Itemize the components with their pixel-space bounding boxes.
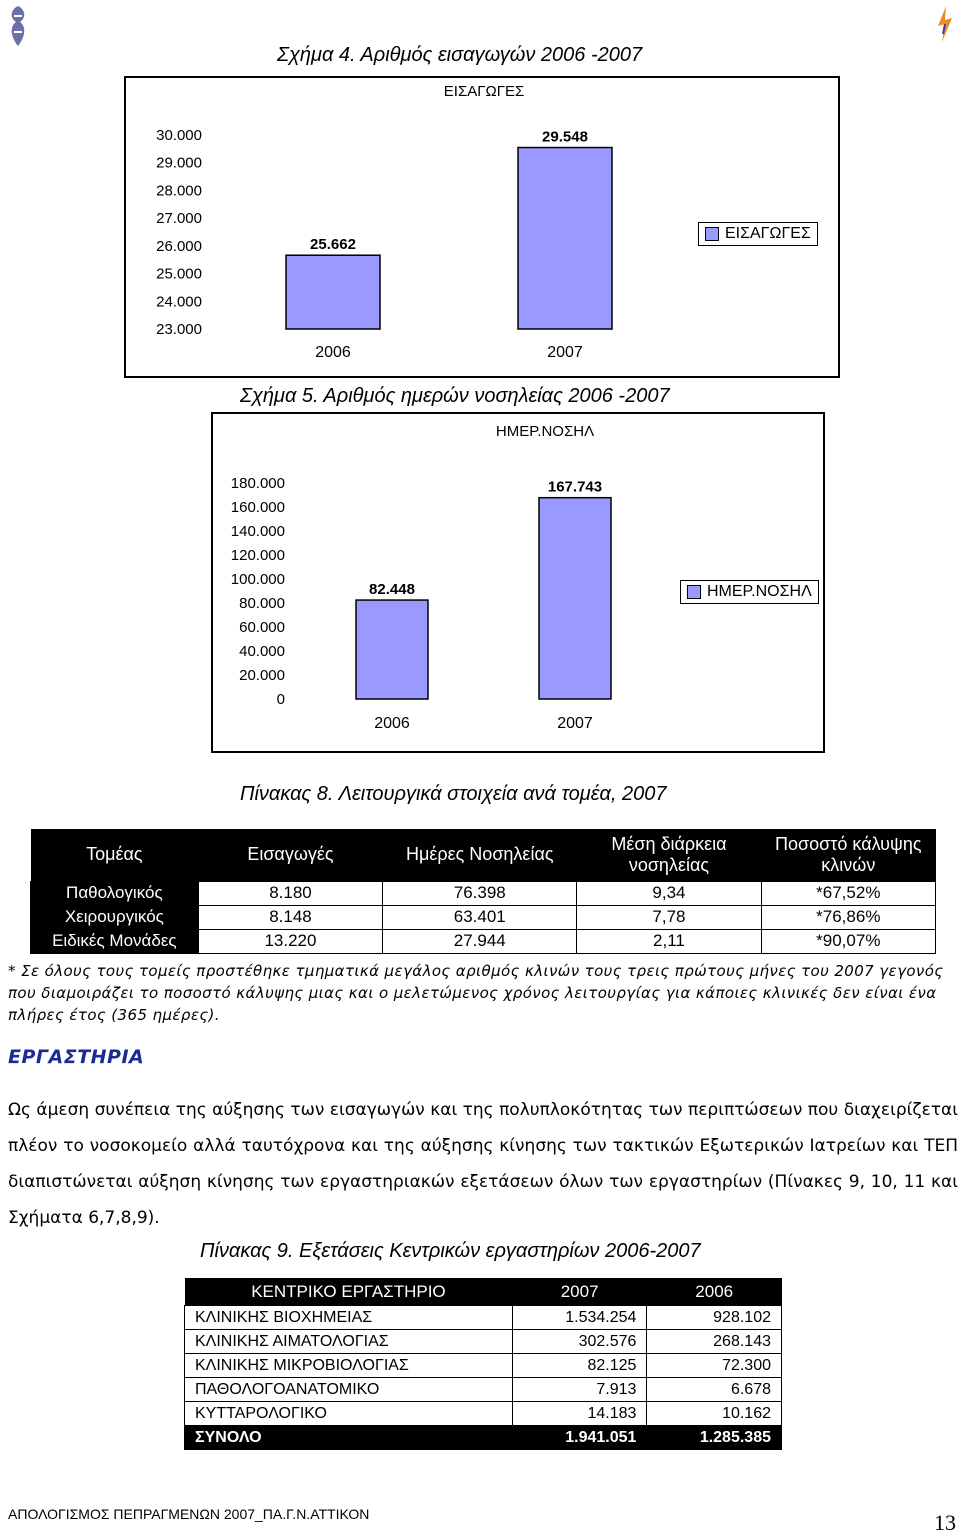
y-tick-label: 60.000 (239, 619, 285, 636)
y-tick-label: 30.000 (156, 127, 202, 144)
x-tick-label: 2007 (547, 344, 583, 361)
chart-title: ΕΙΣΑΓΩΓΕΣ (443, 83, 525, 100)
table-cell: ΚΛΙΝΙΚΗΣ ΒΙΟΧΗΜΕΙΑΣ (185, 1306, 513, 1330)
table-header: 2006 (647, 1278, 782, 1306)
y-tick-label: 80.000 (239, 595, 285, 612)
table-row (185, 1402, 782, 1426)
table-cell: 82.125 (512, 1354, 647, 1378)
legend-label: ΕΙΣΑΓΩΓΕΣ (725, 225, 811, 242)
y-tick-label: 27.000 (156, 210, 202, 228)
table-cell: 1.534.254 (512, 1306, 647, 1330)
table-row (185, 1354, 782, 1378)
table-cell: Ειδικές Μονάδες (31, 929, 199, 953)
y-tick-label: 120.000 (230, 547, 285, 564)
table-header: 2007 (512, 1278, 647, 1306)
y-tick-label: 160.000 (230, 499, 285, 516)
y-tick-label: 25.000 (156, 265, 202, 283)
table-row (31, 905, 936, 929)
figure-5-legend (680, 580, 819, 604)
table-row (185, 1378, 782, 1402)
y-tick-label: 24.000 (156, 293, 202, 311)
table-cell: 1.285.385 (647, 1426, 782, 1450)
table-cell: 13.220 (198, 929, 383, 953)
table-cell: ΠΑΘΟΛΟΓΟΑΝΑΤΟΜΙΚΟ (185, 1378, 513, 1402)
table-total-row (185, 1426, 782, 1450)
y-tick-label: 28.000 (156, 182, 202, 200)
table-cell: ΚΥΤΤΑΡΟΛΟΓΙΚΟ (185, 1402, 513, 1426)
table-header: Εισαγωγές (198, 829, 383, 881)
table-header: Ημέρες Νοσηλείας (383, 829, 577, 881)
table-8-caption: Πίνακας 8. Λειτουργικά στοιχεία ανά τομέα, 2007 (240, 783, 667, 805)
figure-4-caption: Σχήμα 4. Αριθμός εισαγωγών 2006 -2007 (277, 44, 643, 66)
section-paragraph: Ως άμεση συνέπεια της αύξησης των εισαγωγών και της πολυπλοκότητας των περιπτώσεων που διαχειρίζεται πλέον το νοσοκομείο αλλά ταυτόχρονα και της αύξησης κίνησης των τακτικών Εξωτερικών Ιατρείων και ΤΕΠ διαπιστώνεται αύξηση κίνησης των εργαστηριακών εξετάσεων όλων των εργαστηρίων (Πίνακες 9, 10, 11 και Σχήματα 6,7,8,9). (8, 1100, 958, 1228)
table-row (31, 881, 936, 905)
legend-label: ΗΜΕΡ.ΝΟΣΗΛ (707, 583, 812, 600)
table-cell: *90,07% (761, 929, 935, 953)
figure-4-legend (698, 222, 818, 246)
table-cell: Παθολογικός (31, 881, 199, 905)
section-heading: ΕΡΓΑΣΤΗΡΙΑ (8, 1046, 145, 1068)
table-cell: *67,52% (761, 881, 935, 905)
table-cell: 928.102 (647, 1306, 782, 1330)
flame-logo-icon (934, 4, 956, 44)
table-cell: 7,78 (577, 905, 761, 929)
table-header: Μέση διάρκεια νοσηλείας (577, 829, 761, 881)
chart-title: ΗΜΕΡ.ΝΟΣΗΛ (495, 423, 595, 440)
y-tick-label: 100.000 (230, 571, 285, 588)
hospital-logo-icon (6, 4, 30, 48)
table-header: Ποσοστό κάλυψης κλινών (761, 829, 935, 881)
table-cell: *76,86% (761, 905, 935, 929)
y-tick-label: 23.000 (156, 321, 202, 338)
table-row (185, 1306, 782, 1330)
table-cell: 302.576 (512, 1330, 647, 1354)
table-cell: 8.148 (198, 905, 383, 929)
data-label: 29.548 (542, 128, 588, 146)
table-cell: 1.941.051 (512, 1426, 647, 1450)
table-cell: 10.162 (647, 1402, 782, 1426)
bar (539, 498, 611, 699)
table-cell: 7.913 (512, 1378, 647, 1402)
bar (356, 600, 428, 699)
table-row (185, 1330, 782, 1354)
table-9-caption: Πίνακας 9. Εξετάσεις Κεντρικών εργαστηρίων 2006-2007 (200, 1240, 701, 1262)
table-row (31, 929, 936, 953)
table-cell: 27.944 (383, 929, 577, 953)
data-label: 167.743 (547, 478, 603, 496)
data-label: 25.662 (310, 236, 356, 254)
table-cell: ΚΛΙΝΙΚΗΣ ΜΙΚΡΟΒΙΟΛΟΓΙΑΣ (185, 1354, 513, 1378)
table-cell: Χειρουργικός (31, 905, 199, 929)
table-cell: 72.300 (647, 1354, 782, 1378)
table-cell: 268.143 (647, 1330, 782, 1354)
table-cell: 76.398 (383, 881, 577, 905)
table-cell: 6.678 (647, 1378, 782, 1402)
table-cell: 14.183 (512, 1402, 647, 1426)
table-9 (184, 1278, 782, 1450)
figure-5-caption: Σχήμα 5. Αριθμός ημερών νοσηλείας 2006 -2007 (240, 385, 670, 407)
y-tick-label: 140.000 (230, 523, 285, 540)
y-tick-label: 40.000 (239, 643, 285, 660)
table-header: ΚΕΝΤΡΙΚΟ ΕΡΓΑΣΤΗΡΙΟ (185, 1278, 513, 1306)
x-tick-label: 2006 (315, 344, 351, 361)
legend-swatch (687, 585, 701, 599)
y-tick-label: 180.000 (230, 475, 285, 492)
bar (286, 255, 380, 329)
bar (518, 148, 612, 329)
table-header: Τομέας (31, 829, 199, 881)
x-tick-label: 2006 (374, 715, 410, 732)
table-cell: ΚΛΙΝΙΚΗΣ ΑΙΜΑΤΟΛΟΓΙΑΣ (185, 1330, 513, 1354)
page-footer: ΑΠΟΛΟΓΙΣΜΟΣ ΠΕΠΡΑΓΜΕΝΩΝ 2007_ΠΑ.Γ.Ν.ΑΤΤΙΚΟΝ (8, 1506, 370, 1522)
legend-swatch (705, 227, 719, 241)
table-8 (30, 829, 936, 954)
table-cell: 8.180 (198, 881, 383, 905)
table-cell: 9,34 (577, 881, 761, 905)
table-cell: 63.401 (383, 905, 577, 929)
table-8-footnote: * Σε όλους τους τομείς προστέθηκε τμηματικά μεγάλος αριθμός κλινών τους τρεις πρώτους μήνες του 2007 γεγονός που διαμοιράζει το ποσοστό κάλυψης μιας και ο μελετώμενος χρόνος λειτουργίας για κάποιες κλινικές δεν είναι ένα πλήρες έτος (365 ημέρες). (8, 962, 944, 1024)
page-number: 13 (934, 1510, 956, 1535)
y-tick-label: 20.000 (239, 667, 285, 684)
y-tick-label: 0 (276, 691, 285, 708)
table-cell: ΣΥΝΟΛΟ (185, 1426, 513, 1450)
y-tick-label: 26.000 (156, 237, 202, 255)
x-tick-label: 2007 (557, 715, 593, 732)
table-cell: 2,11 (577, 929, 761, 953)
y-tick-label: 29.000 (156, 154, 202, 172)
data-label: 82.448 (369, 581, 415, 599)
